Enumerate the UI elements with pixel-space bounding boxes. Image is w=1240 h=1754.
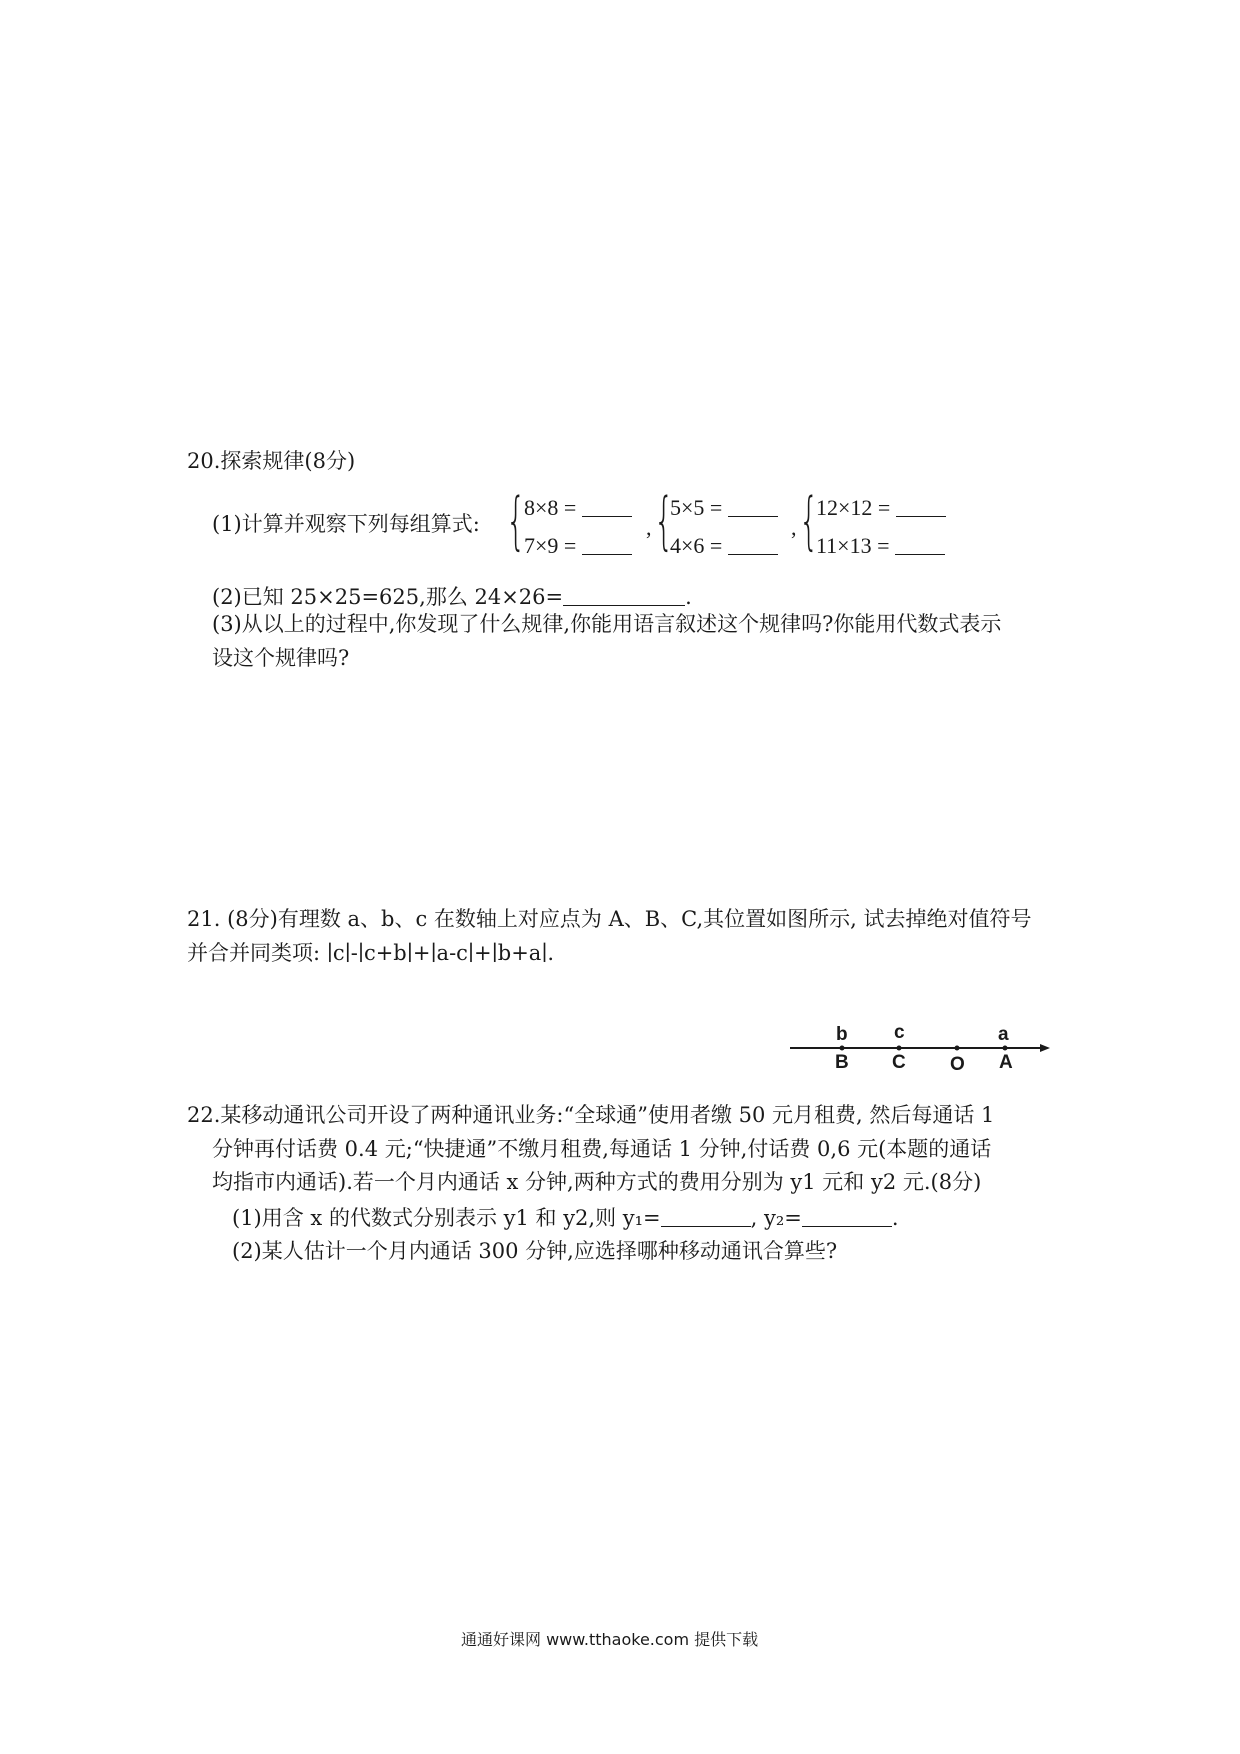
q20-g3-top: 12×12 = [816,494,946,521]
brace-2: { [654,484,674,557]
q22-line3: 均指市内通话).若一个月内通话 x 分钟,两种方式的费用分别为 y1 元和 y2 元.(8分) [212,1170,982,1194]
q22-line2: 分钟再付话费 0.4 元;“快捷通”不缴月租费,每通话 1 分钟,付话费 0,6 元(本题的通话 [212,1137,992,1161]
q20-g1-top: 8×8 = [524,494,632,521]
q20-g1-bottom: 7×9 = [524,532,632,559]
q22-part2: (2)某人估计一个月内通话 300 分钟,应选择哪种移动通讯合算些? [232,1239,838,1263]
q20-part1-label: (1)计算并观察下列每组算式: [212,512,480,536]
q20-comma-1: , [646,515,652,540]
q20-part2: (2)已知 25×25=625,那么 24×26= . [212,585,692,609]
point-b [840,1046,845,1051]
point-a [1003,1046,1008,1051]
arrow-icon [1040,1044,1050,1052]
q20-g3-bottom: 11×13 = [816,532,945,559]
label-a-lower: a [998,1024,1009,1045]
q21-line1: 21. (8分)有理数 a、b、c 在数轴上对应点为 A、B、C,其位置如图所示, 试去掉绝对值符号 [187,907,1032,931]
page-footer: 通通好课网 www.tthaoke.com 提供下载 [461,1630,759,1649]
q22-part1: (1)用含 x 的代数式分别表示 y1 和 y2,则 y₁= , y₂= . [232,1206,899,1230]
point-c [897,1046,902,1051]
q20-g2-top: 5×5 = [670,494,778,521]
brace-1: { [506,484,526,557]
label-A-upper: A [999,1052,1013,1073]
label-b-lower: b [836,1024,848,1045]
q20-g2-bottom: 4×6 = [670,532,778,559]
q20-title: 20.探索规律(8分) [187,449,356,473]
label-C-upper: C [892,1052,906,1073]
label-O-upper: O [950,1054,965,1075]
q20-comma-2: , [791,515,797,540]
q20-part3-line1: (3)从以上的过程中,你发现了什么规律,你能用语言叙述这个规律吗?你能用代数式表示 [212,612,1002,636]
label-c-lower: c [894,1022,905,1043]
q22-line1: 22.某移动通讯公司开设了两种通讯业务:“全球通”使用者缴 50 元月租费, 然后每通话 1 [187,1103,995,1127]
point-o [955,1046,960,1051]
q20-part3-line2: 设这个规律吗? [212,646,350,670]
label-B-upper: B [835,1052,849,1073]
q21-line2: 并合并同类项: ∣c∣-∣c+b∣+∣a-c∣+∣b+a∣. [187,941,555,965]
brace-3: { [799,484,819,557]
